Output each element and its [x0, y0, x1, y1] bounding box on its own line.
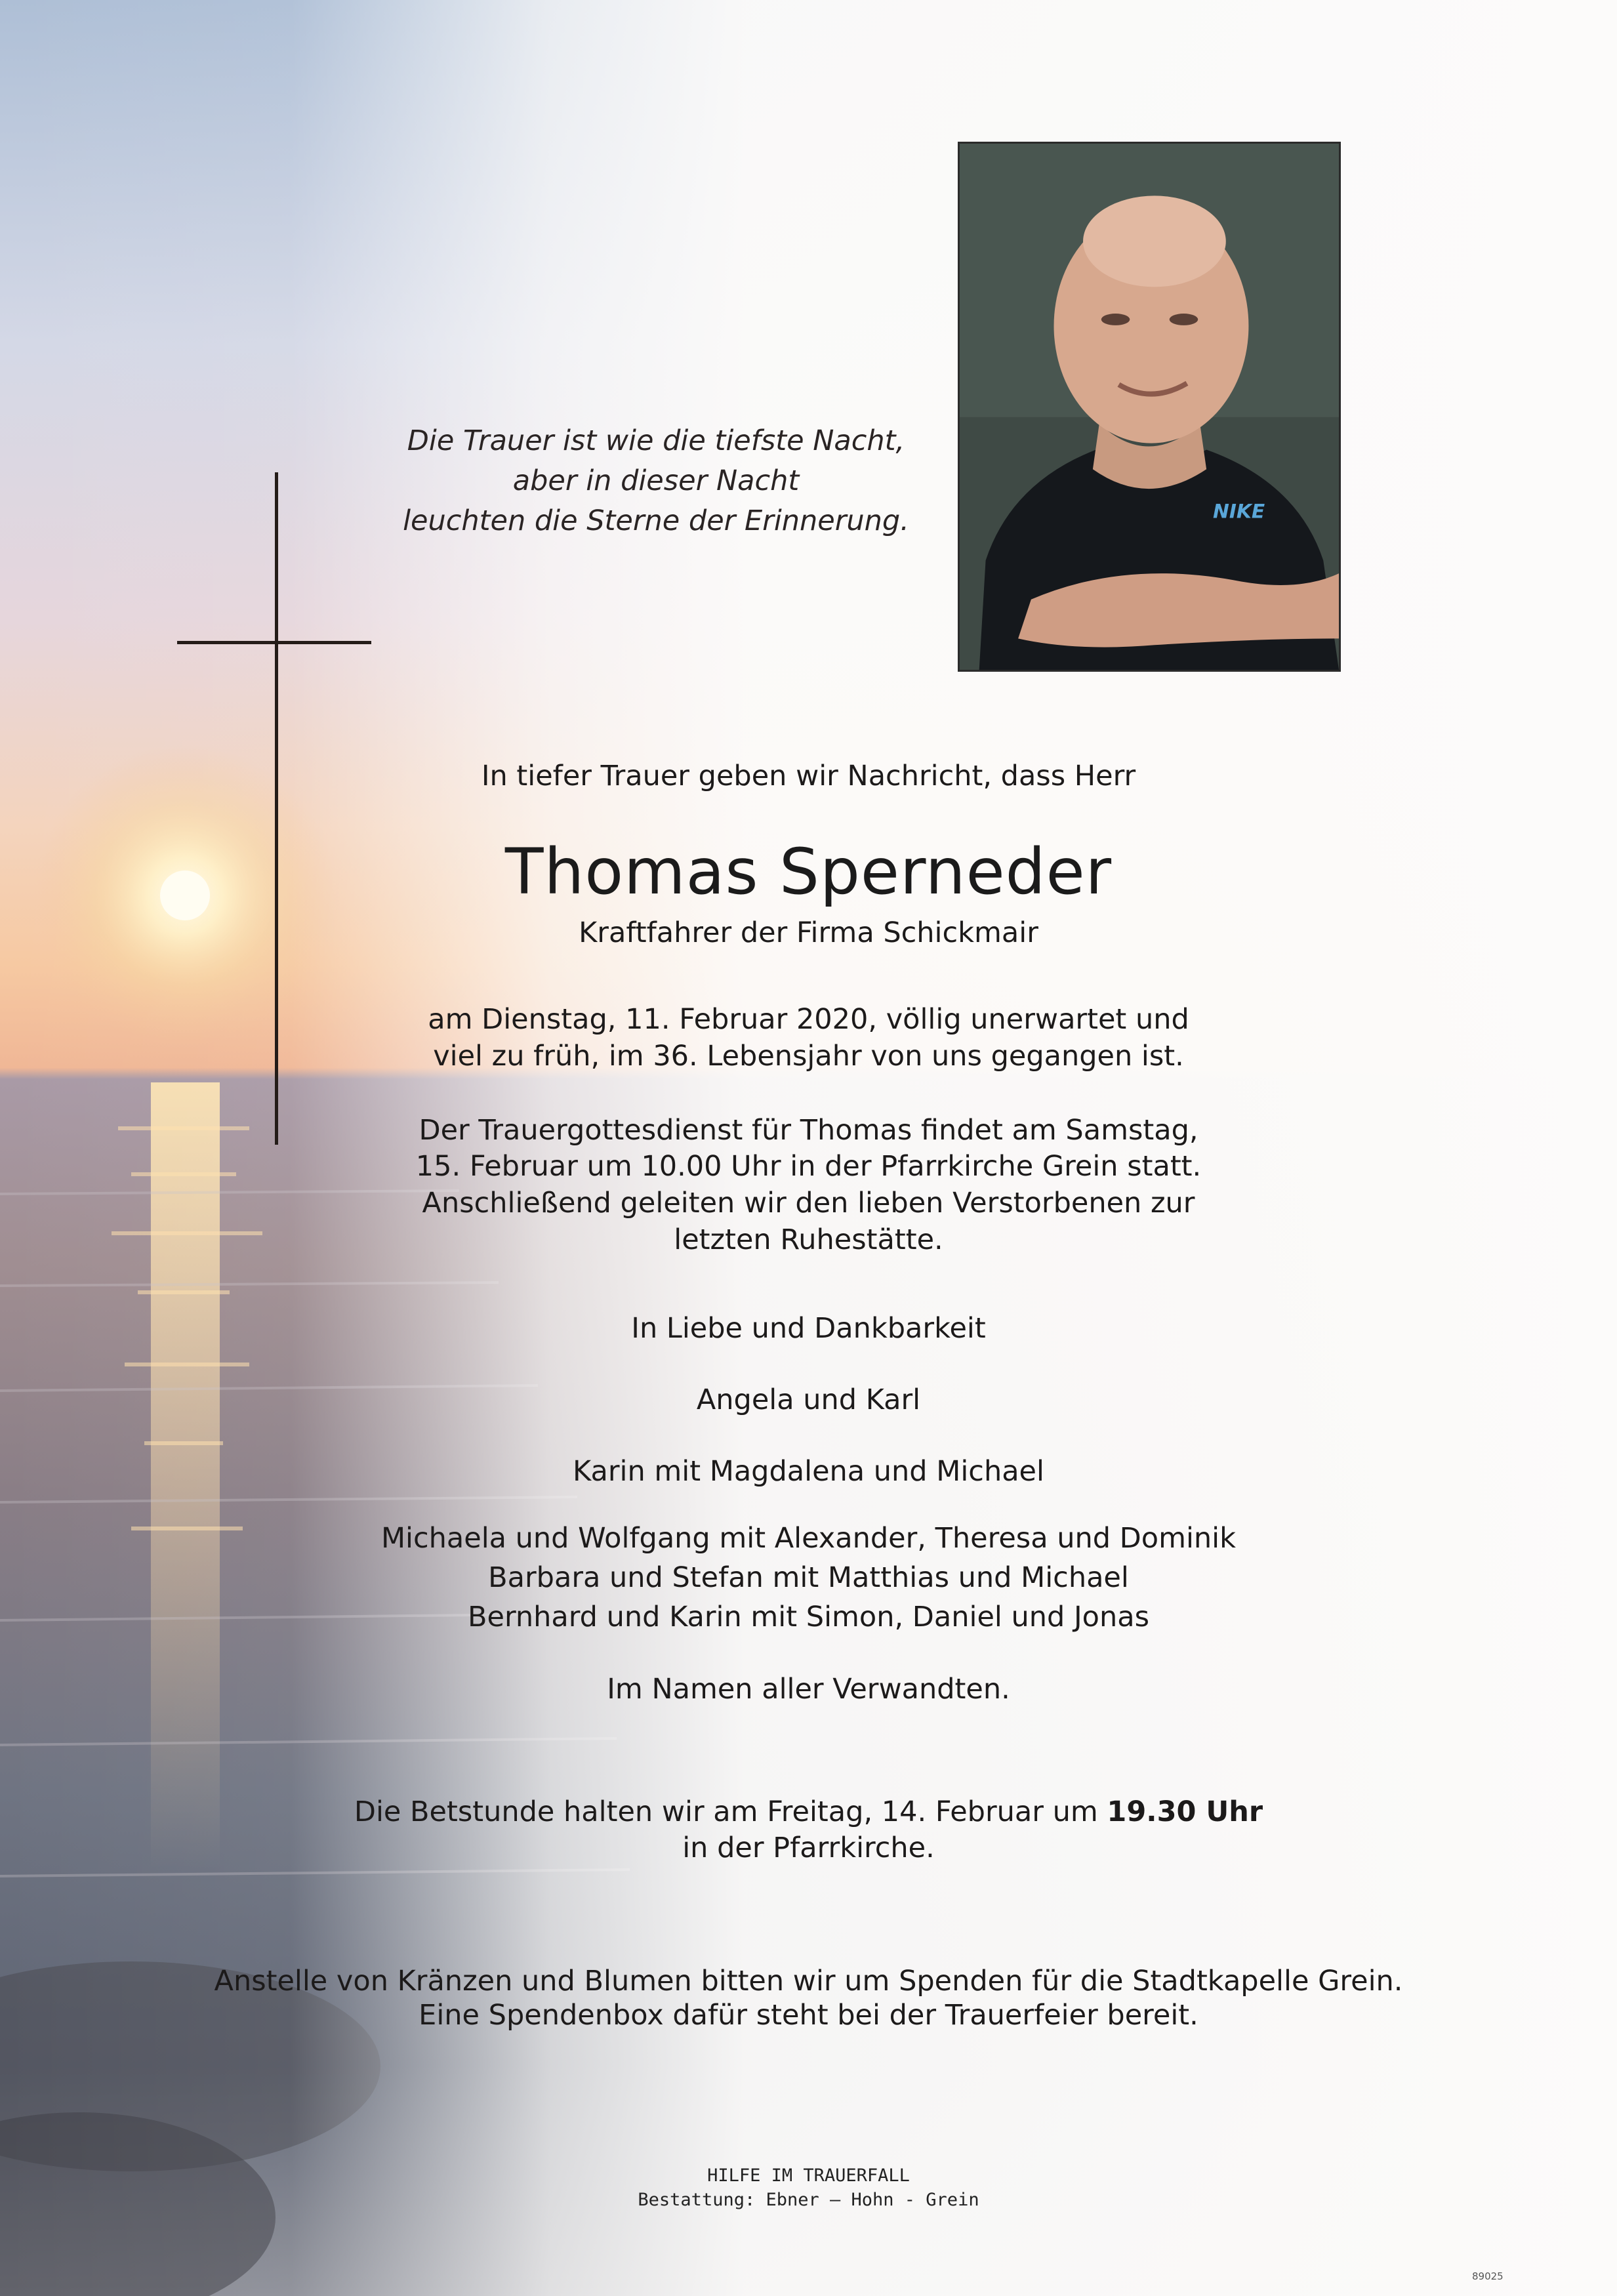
mourners-closing: Im Namen aller Verwandten. [607, 1673, 1010, 1706]
donation-line: Anstelle von Kränzen und Blumen bitten wir um Spenden für die Stadtkapelle Grein. [214, 1965, 1403, 1998]
cross-icon-bar [177, 641, 371, 644]
mourners-intro: In Liebe und Dankbarkeit [631, 1312, 986, 1345]
service-line: Der Trauergottesdienst für Thomas findet am Samstag, [419, 1114, 1198, 1147]
mourner-group: Angela und Karl [696, 1384, 921, 1416]
prayer-time: 19.30 Uhr [1107, 1795, 1263, 1828]
print-code: 89025 [1472, 2270, 1504, 2282]
mourner-group: Karin mit Magdalena und Michael [573, 1455, 1044, 1488]
undertaker: Bestattung: Ebner – Hohn - Grein [638, 2190, 979, 2210]
service-line: Anschließend geleiten wir den lieben Verstorbenen zur [422, 1187, 1195, 1220]
mourner-group: Michaela und Wolfgang mit Alexander, Theresa und Dominik [380, 1522, 1237, 1555]
prayer-location: in der Pfarrkirche. [682, 1832, 935, 1864]
mourner-group: Barbara und Stefan mit Matthias und Michael [488, 1561, 1129, 1594]
death-line: am Dienstag, 11. Februar 2020, völlig unerwartet und [428, 1003, 1189, 1036]
mourner-group: Bernhard und Karin mit Simon, Daniel und Jonas [467, 1601, 1149, 1633]
prayer-text: Die Betstunde halten wir am Freitag, 14. Februar um [354, 1795, 1107, 1828]
footer-heading: HILFE IM TRAUERFALL [707, 2165, 910, 2186]
service-line: letzten Ruhestätte. [674, 1223, 943, 1256]
service-line: 15. Februar um 10.00 Uhr in der Pfarrkirche Grein statt. [415, 1150, 1202, 1183]
prayer-line [0, 1792, 1617, 1832]
deceased-name: Thomas Sperneder [504, 835, 1113, 909]
death-line: viel zu früh, im 36. Lebensjahr von uns gegangen ist. [433, 1040, 1184, 1073]
donation-line: Eine Spendenbox dafür steht bei der Trauerfeier bereit. [419, 1999, 1198, 2032]
portrait-photo [958, 142, 1341, 672]
quote-line: leuchten die Sterne der Erinnerung. [403, 504, 909, 537]
memorial-quote [387, 421, 925, 541]
quote-line: aber in dieser Nacht [512, 464, 800, 497]
occupation: Kraftfahrer der Firma Schickmair [579, 916, 1038, 949]
intro-text: In tiefer Trauer geben wir Nachricht, dass Herr [481, 760, 1136, 792]
nike-logo: NIKE [1212, 500, 1265, 523]
quote-line: Die Trauer ist wie die tiefste Nacht, [407, 424, 905, 457]
